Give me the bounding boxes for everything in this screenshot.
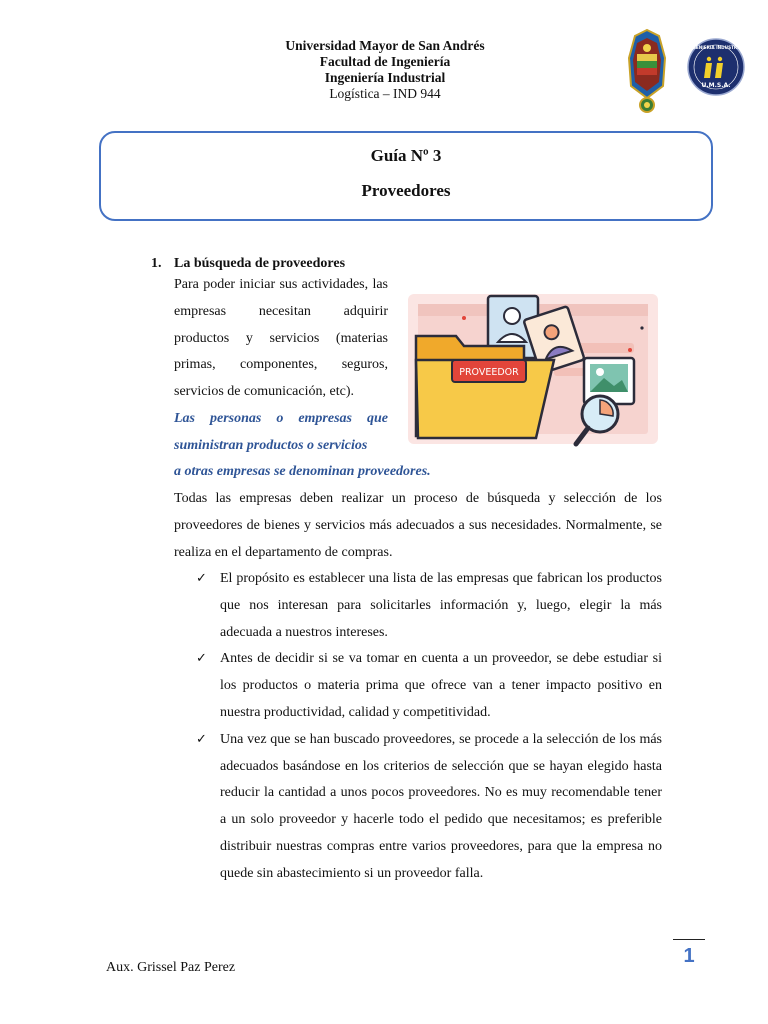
supplier-folder-illustration	[404, 288, 662, 450]
faculty-name: Facultad de Ingeniería	[319, 54, 451, 69]
footer-author: Aux. Grissel Paz Perez	[106, 960, 236, 975]
intro-paragraph: Para poder iniciar sus actividades, las empresas necesitan adquirir productos y servicios (materias primas, componentes, seguros, servicios de comunicación, etc).	[174, 277, 388, 400]
checkmark-icon: ✓	[196, 571, 207, 586]
emphasis-text-part2: a otras empresas se denominan proveedores.	[174, 464, 431, 479]
guide-title-box	[99, 131, 713, 221]
checkmark-icon: ✓	[196, 731, 207, 747]
department-name: Ingeniería Industrial	[324, 70, 446, 85]
university-name: Universidad Mayor de San Andrés	[285, 38, 485, 53]
bullet-text: Una vez que se han buscado proveedores, se procede a la selección de los más adecuados basándose en los criterios de selección que se hayan elegido hasta reducir la cantidad a unos pocos proveedores. No es muy recomendable tener a un solo proveedor y hacerle todo el pedido que necesitamos; es preferible distribuir nuestras compras entre varios proveedores, para que la empresa no quede sin abastecimiento si un proveedor falla.	[220, 731, 662, 881]
faculty-logo-text-top: INGENIERIA INDUSTRIAL	[687, 45, 745, 50]
page-number: 1	[683, 945, 695, 967]
document-header	[230, 38, 540, 102]
bullet-text: El propósito es establecer una lista de las empresas que fabrican los productos que nos interesan para solicitarles información y, luego, elegir la más adecuada a nuestros intereses.	[220, 571, 662, 640]
guide-topic: Proveedores	[361, 181, 451, 200]
section-number: 1.	[151, 256, 162, 271]
checkmark-icon: ✓	[196, 651, 207, 667]
section-heading	[151, 256, 345, 272]
bullet-item	[174, 566, 662, 646]
bullet-item	[174, 727, 662, 888]
bullet-list	[174, 566, 662, 888]
faculty-logo	[686, 32, 746, 102]
emphasis-text-part1: Las personas o empresas que suministran productos o servicios	[174, 410, 388, 453]
section-title: La búsqueda de proveedores	[174, 256, 346, 271]
intro-column	[174, 272, 388, 460]
guide-number: Guía Nº 3	[370, 146, 442, 165]
bullet-text: Antes de decidir si se va tomar en cuenta a un proveedor, se debe estudiar si los productos o materia prima que ofrece van a tener impacto positivo en nuestra productividad, calidad y competitividad.	[220, 651, 662, 720]
body-paragraph: Todas las empresas deben realizar un proceso de búsqueda y selección de los proveedores de bienes y servicios más adecuados a sus necesidades. Normalmente, se realiza en el departamento de compras.	[174, 491, 662, 560]
proveedor-label: PROVEEDOR	[459, 367, 519, 378]
faculty-logo-text-bottom: U.M.S.A.	[701, 82, 731, 89]
university-shield-logo	[623, 28, 671, 114]
page-number-rule	[673, 939, 705, 940]
bullet-item	[174, 646, 662, 726]
course-name: Logística – IND 944	[329, 86, 441, 101]
